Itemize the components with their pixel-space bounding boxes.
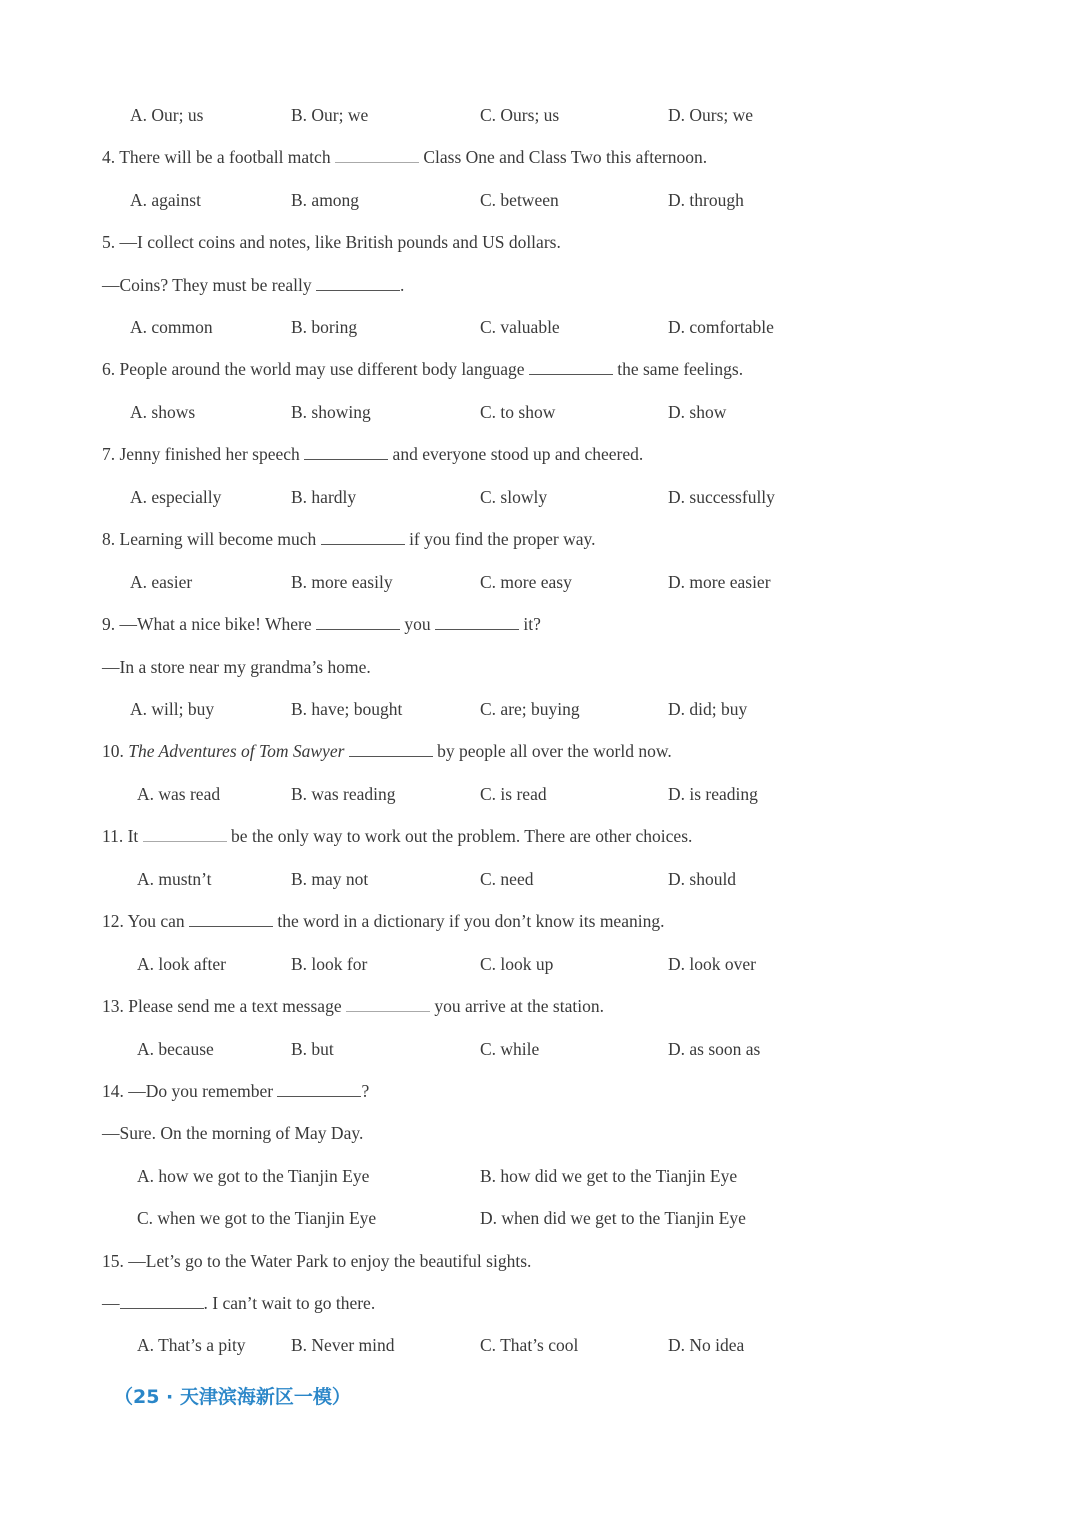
question-9-response: —In a store near my grandma’s home.: [102, 657, 371, 677]
answer-blank[interactable]: [316, 613, 400, 630]
stem-text: and everyone stood up and cheered.: [392, 444, 644, 464]
stem-text: 11. It: [102, 826, 139, 846]
answer-blank[interactable]: [321, 528, 405, 545]
answer-blank[interactable]: [435, 613, 519, 630]
question-14-stem: [102, 1079, 369, 1103]
stem-text: —: [102, 1293, 120, 1313]
question-9-stem: [102, 612, 541, 636]
option-c[interactable]: C. between: [480, 190, 559, 210]
option-b[interactable]: B. may not: [291, 869, 369, 889]
option-b[interactable]: B. how did we get to the Tianjin Eye: [480, 1166, 738, 1186]
question-5-stem: 5. —I collect coins and notes, like British pounds and US dollars.: [102, 232, 561, 252]
option-a[interactable]: A. against: [130, 190, 201, 210]
stem-text: —Coins? They must be really: [102, 275, 312, 295]
option-d[interactable]: D. look over: [668, 954, 756, 974]
stem-text: Class One and Class Two this afternoon.: [423, 147, 708, 167]
question-6-stem: [102, 357, 743, 381]
answer-blank[interactable]: [349, 740, 433, 757]
option-a[interactable]: A. mustn’t: [137, 869, 212, 889]
option-b[interactable]: B. Never mind: [291, 1335, 395, 1355]
stem-text: 8. Learning will become much: [102, 529, 317, 549]
option-a[interactable]: A. Our; us: [130, 105, 204, 125]
stem-text: .: [400, 275, 405, 295]
stem-text: if you find the proper way.: [409, 529, 596, 549]
answer-blank[interactable]: [335, 146, 419, 163]
option-b[interactable]: B. was reading: [291, 784, 396, 804]
option-a[interactable]: A. how we got to the Tianjin Eye: [137, 1166, 370, 1186]
stem-text: the same feelings.: [617, 359, 744, 379]
option-a[interactable]: A. because: [137, 1039, 214, 1059]
stem-text: 9. —What a nice bike! Where: [102, 614, 312, 634]
question-4-stem: [102, 145, 707, 169]
stem-text: 6. People around the world may use different body language: [102, 359, 525, 379]
stem-text: be the only way to work out the problem. There are other choices.: [231, 826, 693, 846]
answer-blank[interactable]: [120, 1292, 204, 1309]
stem-text: . I can’t wait to go there.: [203, 1293, 376, 1313]
option-b[interactable]: B. but: [291, 1039, 334, 1059]
option-d[interactable]: D. as soon as: [668, 1039, 761, 1059]
option-b[interactable]: B. more easily: [291, 572, 393, 592]
option-b[interactable]: B. look for: [291, 954, 368, 974]
question-14-response: —Sure. On the morning of May Day.: [102, 1123, 364, 1143]
stem-text: 14. —Do you remember: [102, 1081, 274, 1101]
option-c[interactable]: C. is read: [480, 784, 547, 804]
option-c[interactable]: C. valuable: [480, 317, 560, 337]
stem-text: 7. Jenny finished her speech: [102, 444, 300, 464]
option-a[interactable]: A. was read: [137, 784, 221, 804]
option-b[interactable]: B. boring: [291, 317, 358, 337]
book-title: The Adventures of Tom Sawyer: [128, 741, 345, 761]
question-5-response: [102, 273, 404, 297]
stem-text: by people all over the world now.: [437, 741, 672, 761]
source-label: （25 · 天津滨海新区一模）: [114, 1386, 351, 1408]
stem-text: ?: [361, 1081, 370, 1101]
option-c[interactable]: C. slowly: [480, 487, 548, 507]
option-c[interactable]: C. Ours; us: [480, 105, 560, 125]
answer-blank[interactable]: [346, 995, 430, 1012]
option-c[interactable]: C. while: [480, 1039, 540, 1059]
answer-blank[interactable]: [316, 274, 400, 291]
option-c[interactable]: C. need: [480, 869, 534, 889]
option-b[interactable]: B. have; bought: [291, 699, 403, 719]
option-c[interactable]: C. more easy: [480, 572, 572, 592]
option-d[interactable]: D. Ours; we: [668, 105, 754, 125]
stem-text: There will be a football match: [119, 147, 331, 167]
question-12-stem: [102, 909, 664, 933]
stem-text: you: [404, 614, 431, 634]
question-10-stem: [102, 739, 672, 763]
option-d[interactable]: D. No idea: [668, 1335, 745, 1355]
option-d[interactable]: D. more easier: [668, 572, 771, 592]
option-a[interactable]: A. shows: [130, 402, 196, 422]
option-c[interactable]: C. That’s cool: [480, 1335, 579, 1355]
stem-text: the word in a dictionary if you don’t know its meaning.: [277, 911, 665, 931]
stem-text: it?: [523, 614, 541, 634]
option-d[interactable]: D. did; buy: [668, 699, 748, 719]
answer-blank[interactable]: [143, 825, 227, 842]
option-a[interactable]: A. will; buy: [130, 699, 215, 719]
option-c[interactable]: C. to show: [480, 402, 556, 422]
answer-blank[interactable]: [304, 443, 388, 460]
option-c[interactable]: C. when we got to the Tianjin Eye: [137, 1208, 377, 1228]
option-b[interactable]: B. among: [291, 190, 360, 210]
question-15-stem: 15. —Let’s go to the Water Park to enjoy the beautiful sights.: [102, 1251, 532, 1271]
option-b[interactable]: B. showing: [291, 402, 371, 422]
question-13-stem: [102, 994, 604, 1018]
question-number: 10.: [102, 741, 124, 761]
question-11-stem: [102, 824, 692, 848]
option-d[interactable]: D. comfortable: [668, 317, 774, 337]
option-a[interactable]: A. easier: [130, 572, 193, 592]
option-d[interactable]: D. is reading: [668, 784, 758, 804]
answer-blank[interactable]: [277, 1080, 361, 1097]
stem-text: 13. Please send me a text message: [102, 996, 342, 1016]
question-15-response: [102, 1291, 375, 1315]
option-c[interactable]: C. look up: [480, 954, 554, 974]
option-d[interactable]: D. when did we get to the Tianjin Eye: [480, 1208, 746, 1228]
option-d[interactable]: D. successfully: [668, 487, 775, 507]
option-d[interactable]: D. should: [668, 869, 737, 889]
stem-text: 12. You can: [102, 911, 185, 931]
option-b[interactable]: B. hardly: [291, 487, 357, 507]
option-d[interactable]: D. through: [668, 190, 744, 210]
option-b[interactable]: B. Our; we: [291, 105, 369, 125]
option-d[interactable]: D. show: [668, 402, 727, 422]
option-a[interactable]: A. That’s a pity: [137, 1335, 246, 1355]
option-a[interactable]: A. especially: [130, 487, 222, 507]
question-8-stem: [102, 527, 596, 551]
answer-blank[interactable]: [189, 910, 273, 927]
option-c[interactable]: C. are; buying: [480, 699, 580, 719]
question-7-stem: [102, 442, 643, 466]
answer-blank[interactable]: [529, 358, 613, 375]
option-a[interactable]: A. look after: [137, 954, 226, 974]
question-number: 4.: [102, 147, 116, 167]
option-a[interactable]: A. common: [130, 317, 213, 337]
stem-text: you arrive at the station.: [434, 996, 604, 1016]
